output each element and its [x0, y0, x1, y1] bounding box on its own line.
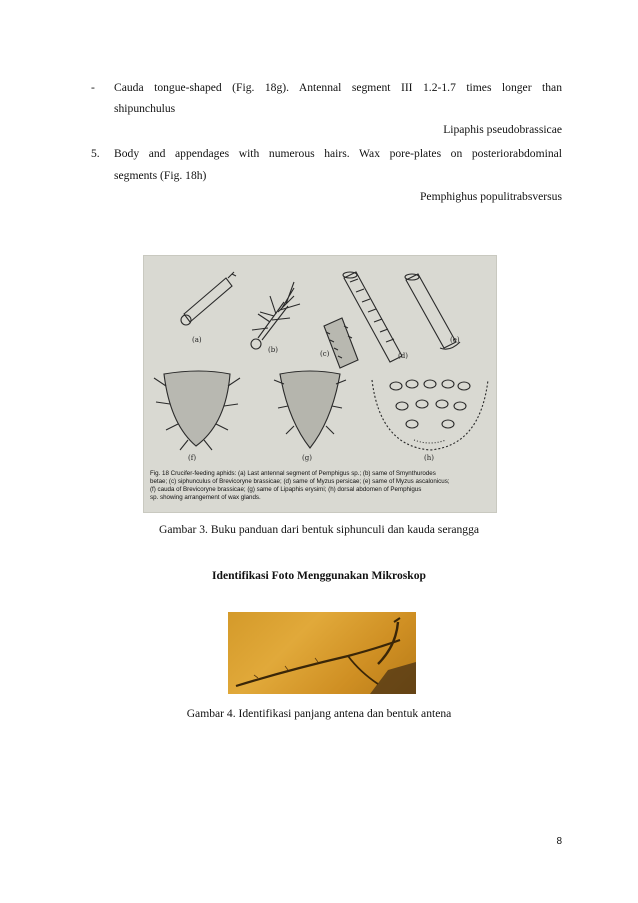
microscope-photo	[228, 612, 416, 694]
species-name-lipaphis: Lipaphis pseudobrassicae	[443, 123, 562, 136]
item-dash-line1: Cauda tongue-shaped (Fig. 18g). Antennal segment III 1.2-1.7 times longer than	[114, 81, 562, 94]
figure-inner-caption	[150, 470, 490, 502]
panel-label-h: (h)	[424, 454, 434, 462]
panel-label-a: (a)	[192, 336, 202, 344]
drawing-b-hairy-segment	[251, 282, 300, 349]
aphid-morphology-figure	[143, 255, 497, 513]
item-5-line1: Body and appendages with numerous hairs. Wax pore-plates on posteriorabdominal	[114, 147, 562, 160]
drawing-f-cauda	[154, 371, 240, 450]
item-dash-line2: shipunchulus	[114, 102, 176, 115]
antenna-photo-drawing	[228, 612, 416, 694]
list-marker-5: 5.	[91, 147, 100, 160]
figure3-caption: Gambar 3. Buku panduan dari bentuk siphunculi dan kauda serangga	[158, 523, 480, 536]
page-number: 8	[556, 836, 562, 847]
species-name-pemphighus: Pemphighus populitrabsversus	[419, 190, 562, 203]
inner-caption-line: (f) cauda of Brevicoryne brassicae; (g) same of Lipaphis erysimi; (h) dorsal abdomen of Pemphigus	[150, 486, 422, 493]
panel-label-b: (b)	[268, 346, 278, 354]
inner-caption-line: sp. showing arrangement of wax glands.	[150, 494, 261, 501]
drawing-a-antennal-segment	[181, 272, 236, 325]
item-5-line2: segments (Fig. 18h)	[114, 169, 207, 182]
panel-label-c: (c)	[320, 350, 330, 358]
drawing-c-siphunculus	[324, 318, 358, 368]
panel-label-g: (g)	[302, 454, 312, 462]
list-marker-dash: -	[91, 81, 95, 94]
drawing-h-dorsal-abdomen	[372, 380, 488, 450]
section-heading: Identifikasi Foto Menggunakan Mikroskop	[212, 569, 426, 582]
panel-label-e: (e)	[450, 336, 460, 344]
panel-label-d: (d)	[398, 352, 408, 360]
figure4-caption: Gambar 4. Identifikasi panjang antena dan bentuk antena	[186, 707, 452, 720]
inner-caption-line: betae; (c) siphunculus of Brevicoryne brassicae; (d) same of Myzus persicae; (e) same of Myzus ascalonicus;	[150, 478, 450, 485]
drawing-g-tongue-cauda	[274, 371, 346, 448]
inner-caption-line: Fig. 18 Crucifer-feeding aphids: (a) Last antennal segment of Pemphigus sp.; (b) same of Smynthurodes	[150, 470, 436, 477]
panel-label-f: (f)	[188, 454, 197, 462]
